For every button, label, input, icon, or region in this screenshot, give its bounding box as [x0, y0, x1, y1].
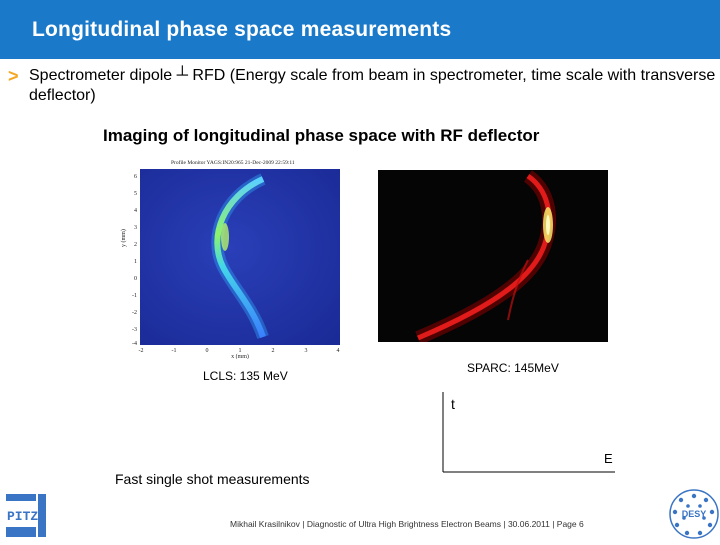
t-e-axes-diagram	[437, 392, 617, 474]
y-tick: -4	[132, 341, 137, 347]
lcls-label: LCLS: 135 MeV	[203, 369, 288, 383]
x-tick: -1	[171, 348, 177, 354]
y-tick: 0	[134, 276, 137, 282]
slide-title: Longitudinal phase space measurements	[32, 18, 452, 41]
y-tick: -2	[132, 310, 137, 316]
x-tick: -2	[138, 348, 144, 354]
sparc-label: SPARC: 145MeV	[467, 361, 559, 375]
y-tick: 4	[134, 208, 137, 214]
x-tick: 3	[304, 348, 308, 354]
pitz-logo	[5, 493, 47, 538]
x-tick: 1	[238, 348, 242, 354]
bullet-text: Spectrometer dipole ┴ RFD (Energy scale from beam in spectrometer, time scale with transverse deflector)	[29, 67, 716, 104]
svg-text:DESY: DESY	[681, 509, 707, 519]
y-tick: 6	[134, 174, 137, 180]
y-tick: 2	[134, 242, 137, 248]
y-tick: -3	[132, 327, 137, 333]
x-tick: 0	[205, 348, 209, 354]
x-axis-label: x (mm)	[231, 354, 249, 359]
title-bar	[0, 0, 720, 59]
x-tick: 2	[271, 348, 275, 354]
y-axis-label: y (mm)	[121, 229, 127, 247]
profile-monitor-caption: Profile Monitor YAGS:IN20:965 21-Dec-2009 22:59:11	[171, 160, 295, 166]
y-tick: 1	[134, 259, 137, 265]
fast-measurement-note: Fast single shot measurements	[115, 471, 310, 487]
bullet-marker: >	[8, 66, 19, 86]
t-axis-label: t	[451, 396, 455, 412]
section-subheading: Imaging of longitudinal phase space with RF deflector	[103, 126, 540, 145]
desy-logo	[668, 488, 720, 540]
sparc-phase-space-image	[378, 170, 608, 342]
svg-text:PITZ: PITZ	[7, 509, 39, 524]
lcls-phase-space-image	[113, 157, 343, 359]
y-tick: 5	[134, 191, 137, 197]
y-tick: 3	[134, 225, 137, 231]
x-tick: 4	[336, 348, 340, 354]
image-background	[378, 170, 608, 342]
y-tick: -1	[132, 293, 137, 299]
e-axis-label: E	[604, 451, 613, 466]
footer-text: Mikhail Krasilnikov | Diagnostic of Ultra High Brightness Electron Beams | 30.06.2011 | Page 6	[230, 519, 584, 529]
